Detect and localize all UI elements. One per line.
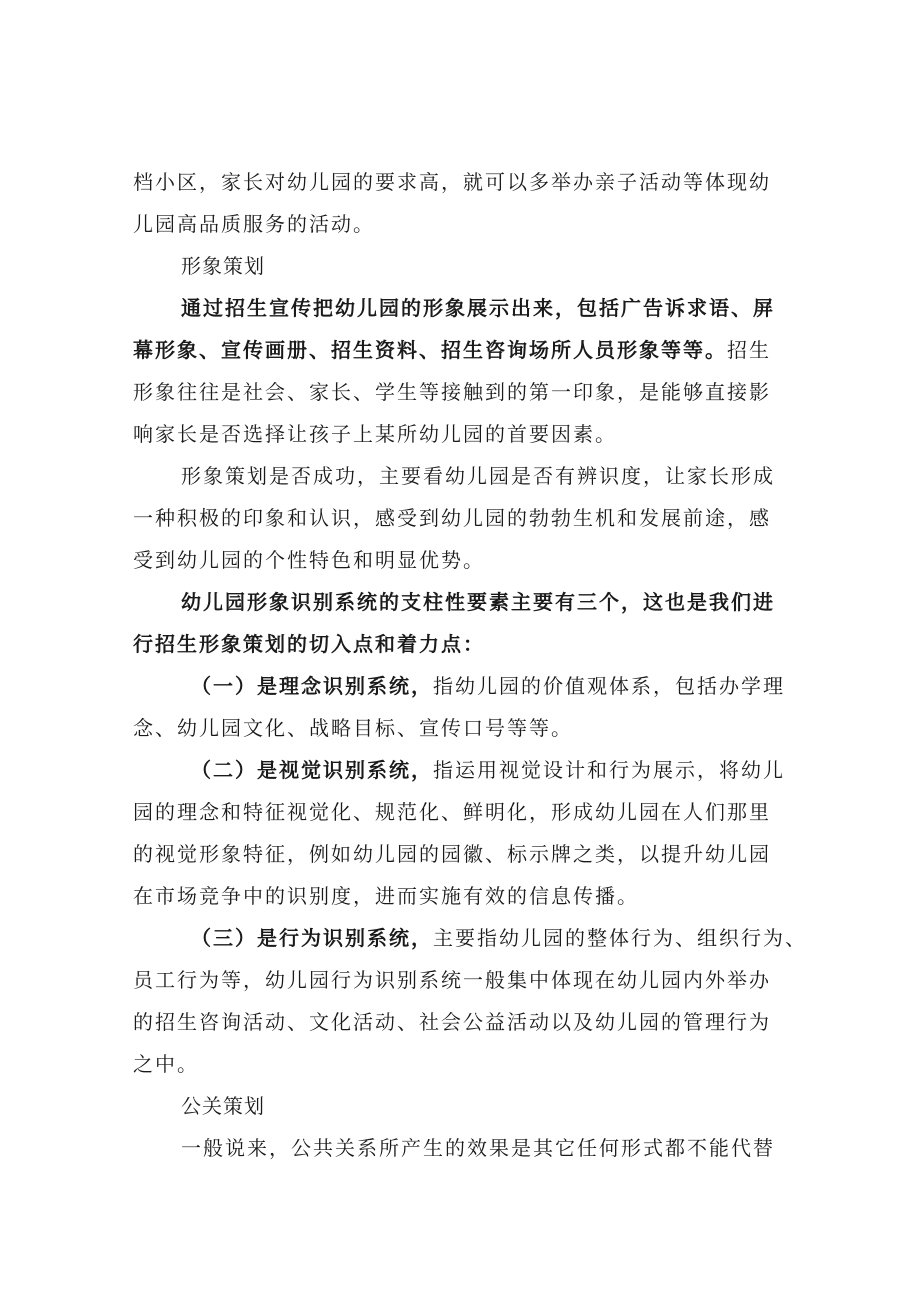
- text-line: 一种积极的印象和认识，感受到幼儿园的勃勃生机和发展前途，感: [133, 506, 771, 530]
- text-line: 形象策划是否成功，主要看幼儿园是否有辨识度，让家长形成: [181, 464, 775, 488]
- text-line: 儿园高品质服务的活动。: [133, 212, 375, 236]
- list-item-1: [133, 665, 785, 707]
- list-item-3: [133, 917, 807, 959]
- text-line: 形象往往是社会、家长、学生等接触到的第一印象，是能够直接影: [133, 380, 771, 404]
- item-text: 主要指幼儿园的整体行为、组织行为、: [433, 926, 807, 950]
- text-line: 员工行为等，幼儿园行为识别系统一般集中体现在幼儿园内外举办: [133, 968, 771, 992]
- section-heading-image: 形象策划: [181, 254, 265, 278]
- text-line-bold: 行招生形象策划的切入点和着力点：: [133, 632, 485, 656]
- item-title: （一）是理念识别系统，: [191, 674, 433, 698]
- text-line: 档小区，家长对幼儿园的要求高，就可以多举办亲子活动等体现幼: [133, 170, 771, 194]
- text-line-bold: 幼儿园形象识别系统的支柱性要素主要有三个，这也是我们进: [181, 590, 775, 614]
- text-line: 的视觉形象特征，例如幼儿园的园徽、标示牌之类，以提升幼儿园: [133, 842, 771, 866]
- text-line: 响家长是否选择让孩子上某所幼儿园的首要因素。: [133, 422, 617, 446]
- text-line: 的招生咨询活动、文化活动、社会公益活动以及幼儿园的管理行为: [133, 1010, 771, 1034]
- bold-span: 幕形象、宣传画册、招生资料、招生咨询场所人员形象等等。: [133, 338, 727, 362]
- item-title: （二）是视觉识别系统，: [191, 758, 433, 782]
- text-line-bold: 通过招生宣传把幼儿园的形象展示出来，包括广告诉求语、屏: [181, 296, 775, 320]
- text-line: 一般说来，公共关系所产生的效果是其它任何形式都不能代替: [181, 1136, 775, 1160]
- item-text: 指运用视觉设计和行为展示，将幼儿: [433, 758, 785, 782]
- text-line: [133, 329, 773, 371]
- text-line: 念、幼儿园文化、战略目标、宣传口号等等。: [133, 716, 573, 740]
- section-heading-pr: 公关策划: [181, 1094, 265, 1118]
- text-line: 在市场竞争中的识别度，进而实施有效的信息传播。: [133, 884, 639, 908]
- document-page: [133, 161, 807, 1169]
- text-line: 之中。: [133, 1052, 199, 1076]
- text-line: 园的理念和特征视觉化、规范化、鲜明化，形成幼儿园在人们那里: [133, 800, 771, 824]
- item-title: （三）是行为识别系统，: [191, 926, 433, 950]
- item-text: 指幼儿园的价值观体系，包括办学理: [433, 674, 785, 698]
- list-item-2: [133, 749, 785, 791]
- text-line: 受到幼儿园的个性特色和明显优势。: [133, 548, 485, 572]
- text-span: 招生: [727, 338, 771, 362]
